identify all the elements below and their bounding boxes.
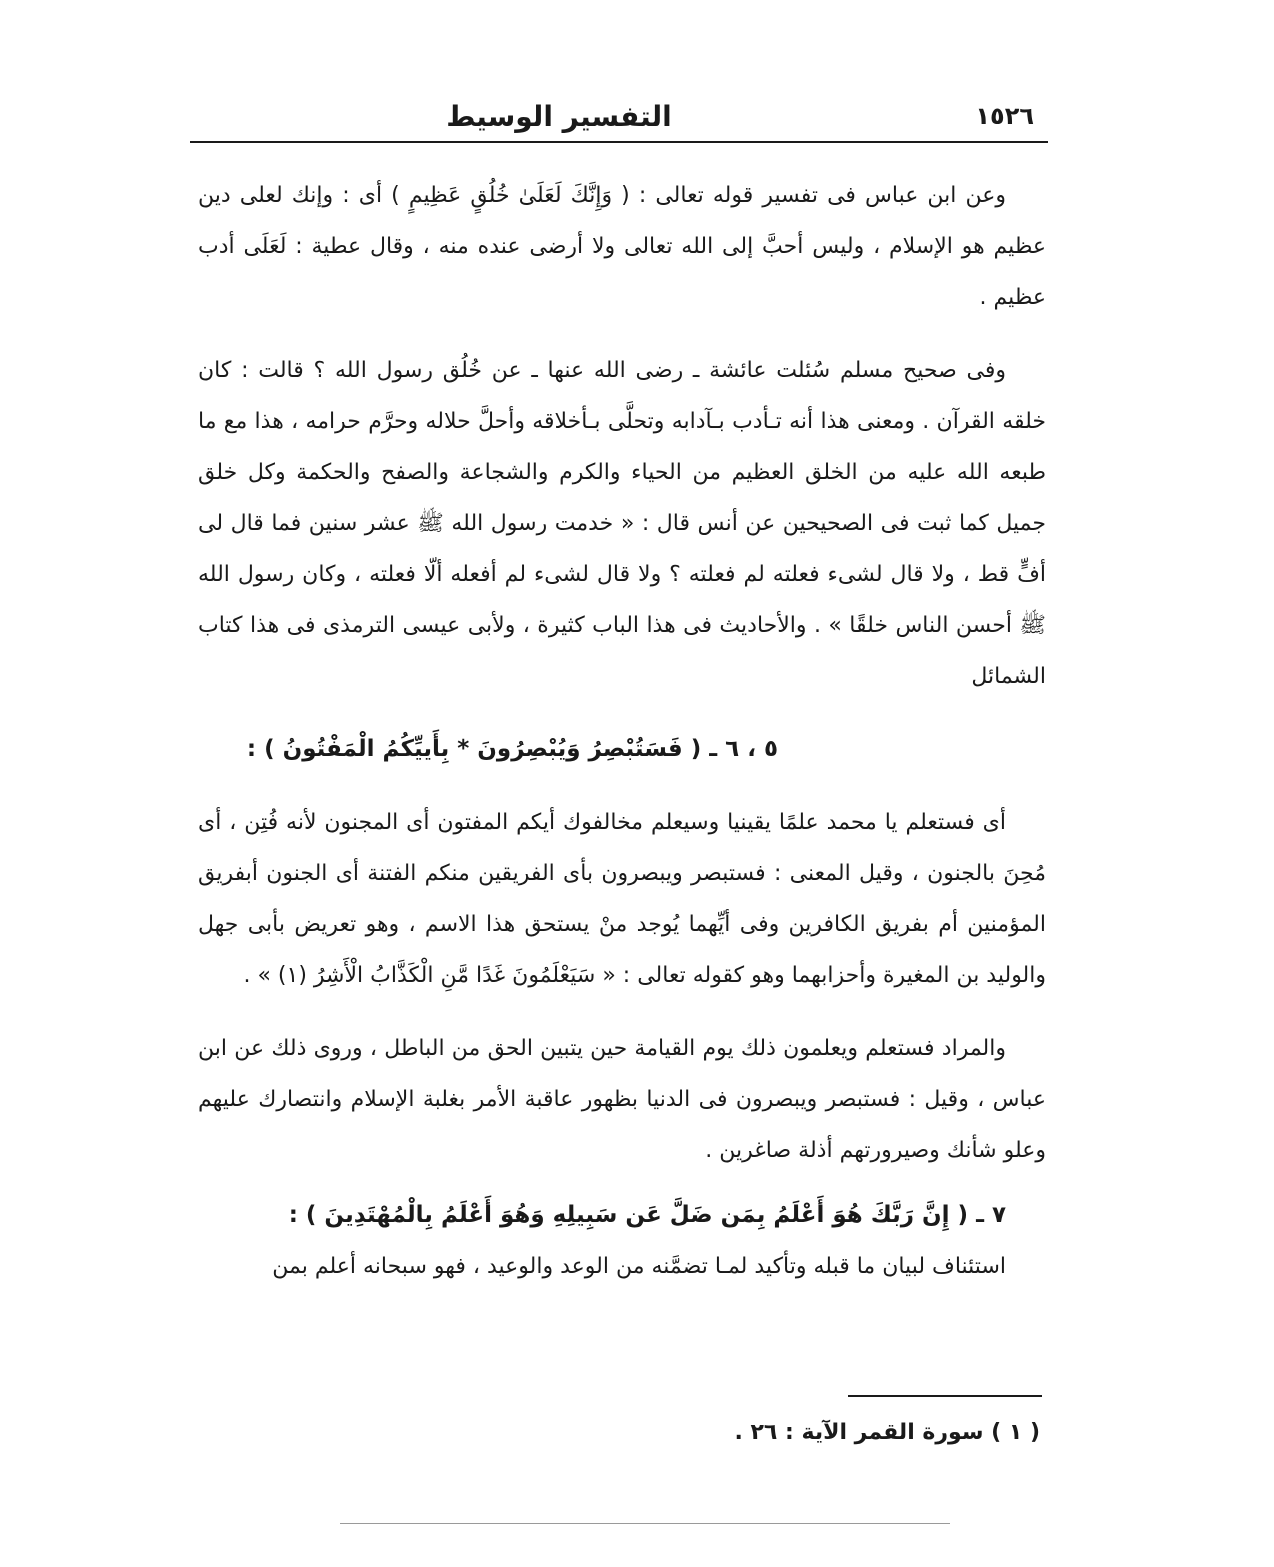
header-rule (190, 141, 1048, 143)
paragraph-ibn-abbas: وعن ابن عباس فى تفسير قوله تعالى : ( وَإِنَّكَ لَعَلَىٰ خُلُقٍ عَظِيمٍ ) أى : وإنك لعلى دين عظيم هو الإسلام ، وليس أحبَّ إلى الله تعالى ولا أرضى عنده منه ، وقال عطية : لَعَلَى أدب عظيم . (198, 183, 1046, 310)
paragraph-spacer (198, 1001, 1046, 1023)
paragraph-spacer (198, 702, 1046, 724)
paragraph-spacer (198, 323, 1046, 345)
paragraph-spacer (198, 1176, 1046, 1190)
page-header (192, 100, 1046, 136)
scan-edge-line (340, 1523, 950, 1524)
footnote-rule (848, 1395, 1042, 1397)
verse-heading-7: ٧ ـ ( إِنَّ رَبَّكَ هُوَ أَعْلَمُ بِمَن ضَلَّ عَن سَبِيلِهِ وَهُوَ أَعْلَمُ بِالْمُهْتَدِينَ ) : (288, 1202, 1006, 1228)
footnote: ( ١ ) سورة القمر الآية : ٢٦ . (734, 1420, 1040, 1445)
paragraph-sahih-muslim: وفى صحيح مسلم سُئلت عائشة ـ رضى الله عنها ـ عن خُلُق رسول الله ؟ قالت : كان خلقه القرآن . ومعنى هذا أنه تـأدب بـآدابه وتحلَّى بـأخلاقه وأحلَّ حلاله وحرَّم حرامه ، هذا مع ما طبعه الله عليه من الخلق العظيم من الحياء والكرم والشجاعة والصفح والحكمة وكل خلق جميل كما ثبت فى الصحيحين عن أنس قال : « خدمت رسول الله ﷺ عشر سنين فما قال لى أفٍّ قط ، ولا قال لشىء فعلته لم فعلته ؟ ولا قال لشىء لم أفعله ألّا فعلته ، وكان رسول الله ﷺ أحسن الناس خلقًا » . والأحاديث فى هذا الباب كثيرة ، ولأبى عيسى الترمذى فى هذا كتاب الشمائل (198, 358, 1046, 689)
page-body (198, 170, 1046, 1292)
page-number: ١٥٢٦ (975, 102, 1034, 130)
paragraph-spacer (198, 775, 1046, 797)
paragraph-explanation-7: استئناف لبيان ما قبله وتأكيد لمـا تضمَّنه من الوعد والوعيد ، فهو سبحانه أعلم بمن (272, 1254, 1006, 1279)
running-title: التفسير الوسيط (446, 100, 672, 133)
verse-heading-5-6: ٥ ، ٦ ـ ( فَسَتُبْصِرُ وَيُبْصِرُونَ * بِأَييِّكُمُ الْمَفْتُونُ ) : (246, 736, 778, 762)
paragraph-meaning: والمراد فستعلم ويعلمون ذلك يوم القيامة حين يتبين الحق من الباطل ، وروى ذلك عن ابن عباس ، وقيل : فستبصر ويبصرون فى الدنيا بظهور عاقبة الأمر بغلبة الإسلام وانتصارك عليهم وعلو شأنك وصيرورتهم أذلة صاغرين . (198, 1036, 1046, 1163)
paragraph-explanation-5-6: أى فستعلم يا محمد علمًا يقينيا وسيعلم مخالفوك أيكم المفتون أى المجنون لأنه فُتِن ، أى مُحِنَ بالجنون ، وقيل المعنى : فستبصر ويبصرون بأى الفريقين منكم الفتنة أى الجنون أبفريق المؤمنين أم بفريق الكافرين وفى أيِّهما يُوجد منْ يستحق هذا الاسم ، وهو تعريض بأبى جهل والوليد بن المغيرة وأحزابهما وهو كقوله تعالى : « سَيَعْلَمُونَ غَدًا مَّنِ الْكَذَّابُ الْأَشِرُ (١) » . (198, 810, 1046, 988)
